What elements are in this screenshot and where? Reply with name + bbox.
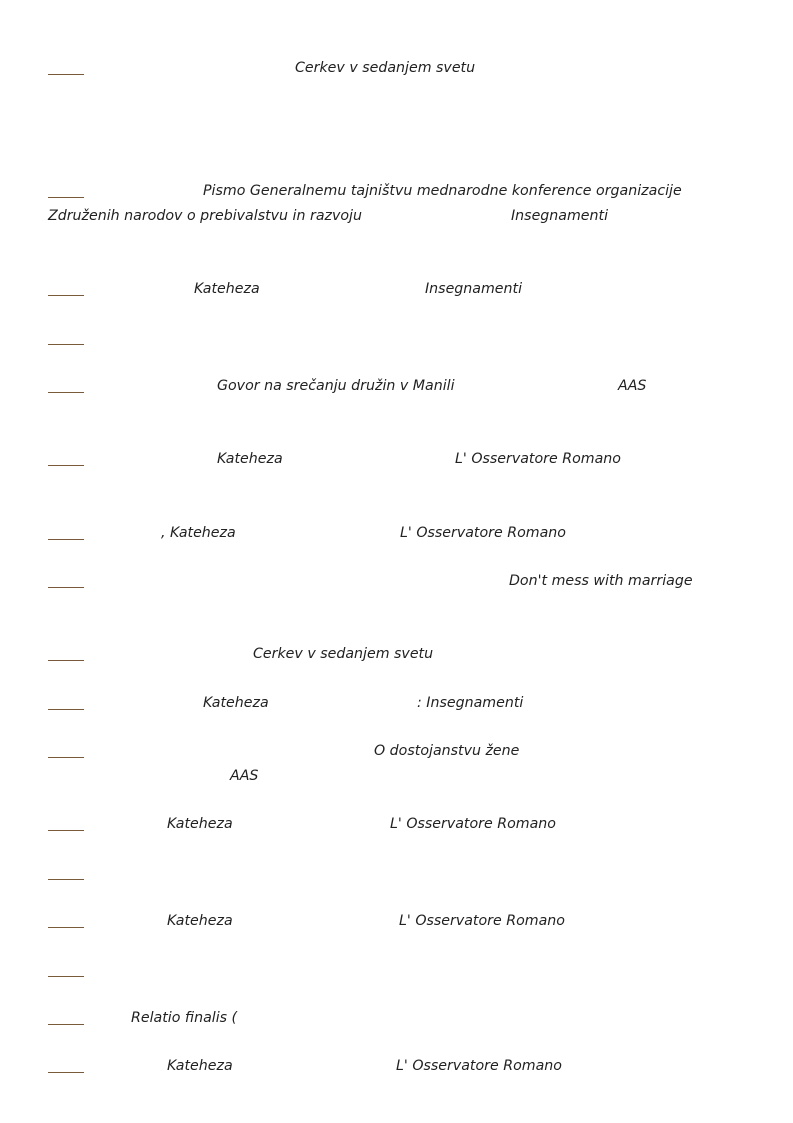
footnote-text: L' Osservatore Romano (400, 525, 566, 541)
footnote-text: Kateheza (217, 451, 283, 467)
footnote-text: Kateheza (167, 816, 233, 832)
footnote-marker-line (48, 1072, 84, 1073)
footnote-marker-line (48, 539, 84, 540)
footnote-text: : Insegnamenti (417, 695, 524, 711)
footnote-text: L' Osservatore Romano (390, 816, 556, 832)
footnote-text: Kateheza (203, 695, 269, 711)
footnote-marker-line (48, 879, 84, 880)
footnote-marker-line (48, 757, 84, 758)
footnote-text: L' Osservatore Romano (396, 1058, 562, 1074)
footnote-marker-line (48, 392, 84, 393)
footnote-text: Cerkev v sedanjem svetu (295, 60, 476, 76)
footnote-marker-line (48, 344, 84, 345)
footnote-text: Insegnamenti (425, 281, 523, 297)
footnote-marker-line (48, 976, 84, 977)
footnote-marker-line (48, 587, 84, 588)
footnote-text: AAS (230, 768, 259, 784)
footnote-text: Insegnamenti (511, 208, 609, 224)
footnote-marker-line (48, 295, 84, 296)
footnote-marker-line (48, 74, 84, 75)
footnote-text: Pismo Generalnemu tajništvu mednarodne konference organizacije (203, 183, 682, 199)
footnote-text: Združenih narodov o prebivalstvu in razvoju (48, 208, 362, 224)
footnote-marker-line (48, 197, 84, 198)
footnote-marker-line (48, 927, 84, 928)
footnote-text: L' Osservatore Romano (455, 451, 621, 467)
footnote-marker-line (48, 660, 84, 661)
footnote-text: Govor na srečanju družin v Manili (217, 378, 455, 394)
footnote-text: L' Osservatore Romano (399, 913, 565, 929)
footnote-marker-line (48, 465, 84, 466)
footnote-marker-line (48, 830, 84, 831)
footnote-text: Kateheza (167, 913, 233, 929)
footnote-text: O dostojanstvu žene (374, 743, 520, 759)
footnote-text: AAS (618, 378, 647, 394)
footnote-text: Cerkev v sedanjem svetu (253, 646, 434, 662)
footnote-text: Kateheza (194, 281, 260, 297)
footnote-marker-line (48, 1024, 84, 1025)
footnote-text: , Kateheza (161, 525, 236, 541)
footnote-text: Relatio finalis ( (131, 1010, 238, 1026)
footnote-text: Kateheza (167, 1058, 233, 1074)
footnote-text: Don't mess with marriage (509, 573, 693, 589)
footnote-marker-line (48, 709, 84, 710)
